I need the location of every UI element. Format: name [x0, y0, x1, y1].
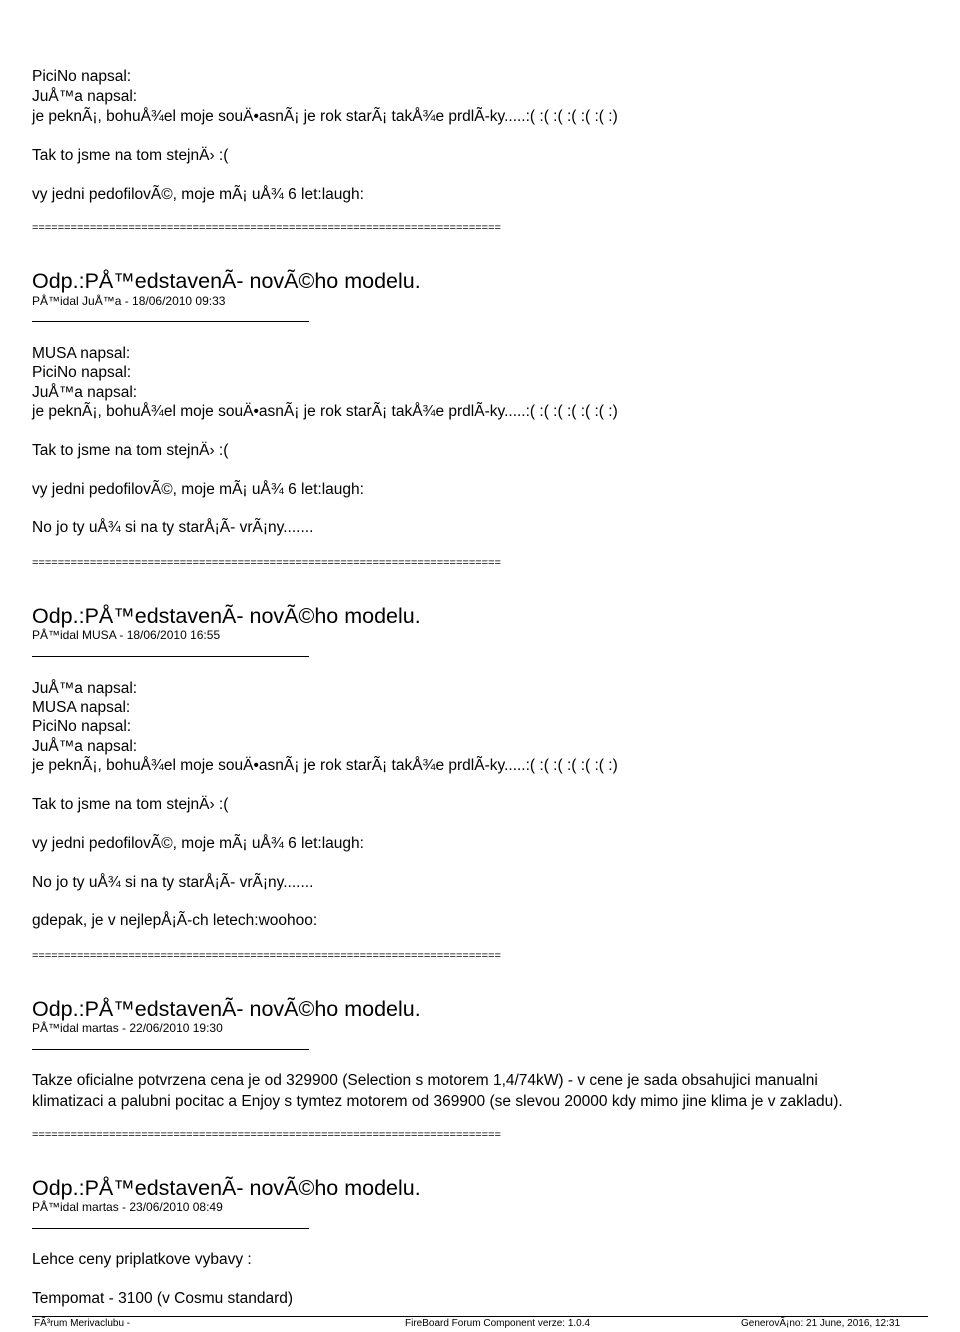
post-text: Tak to jsme na tom stejnÄ› :( [32, 147, 229, 164]
separator: ========================================================================= [32, 950, 501, 962]
quote-author: PiciNo napsal: [32, 68, 132, 85]
post-text: vy jedni pedofilovÃ©, moje mÃ¡ uÅ¾ 6 let:laugh: [32, 186, 364, 203]
post-text: Tempomat - 3100 (v Cosmu standard) [32, 1290, 294, 1307]
quote-author: MUSA napsal: [32, 345, 131, 362]
post-title: Odp.:PÅ™edstavenÃ- novÃ©ho modelu. [32, 269, 421, 293]
divider [32, 1049, 309, 1050]
post-text: vy jedni pedofilovÃ©, moje mÃ¡ uÅ¾ 6 let:laugh: [32, 481, 364, 498]
post-title: Odp.:PÅ™edstavenÃ- novÃ©ho modelu. [32, 604, 421, 628]
post-meta: PÅ™idal MUSA - 18/06/2010 16:55 [32, 628, 221, 642]
post-meta: PÅ™idal JuÅ™a - 18/06/2010 09:33 [32, 294, 226, 308]
post-text: klimatizaci a palubni pocitac a Enjoy s tymtez motorem od 369900 (se slevou 20000 kdy mimo jine klima je v zakladu). [32, 1093, 843, 1110]
divider [32, 1228, 309, 1229]
post-text: Tak to jsme na tom stejnÄ› :( [32, 442, 229, 459]
footer-site: FÃ³rum Merivaclubu - [34, 1318, 131, 1329]
post-text: gdepak, je v nejlepÅ¡Ã-ch letech:woohoo: [32, 912, 318, 929]
footer-component: FireBoard Forum Component verze: 1.0.4 [405, 1318, 591, 1329]
separator: ========================================================================= [32, 557, 501, 569]
post-text: Tak to jsme na tom stejnÄ› :( [32, 796, 229, 813]
post-text: Lehce ceny priplatkove vybavy : [32, 1251, 252, 1268]
quote-author: JuÅ™a napsal: [32, 680, 138, 697]
separator: ========================================================================= [32, 1129, 501, 1141]
post-title: Odp.:PÅ™edstavenÃ- novÃ©ho modelu. [32, 1176, 421, 1200]
post-text: No jo ty uÅ¾ si na ty starÅ¡Ã- vrÃ¡ny....... [32, 874, 314, 891]
post-text: No jo ty uÅ¾ si na ty starÅ¡Ã- vrÃ¡ny....... [32, 519, 314, 536]
footer-generated: GenerovÃ¡no: 21 June, 2016, 12:31 [741, 1318, 901, 1329]
divider [32, 656, 309, 657]
quote-author: PiciNo napsal: [32, 364, 132, 381]
quote-author: MUSA napsal: [32, 699, 131, 716]
post-text: je peknÃ¡, bohuÅ¾el moje souÄ•asnÃ¡ je rok starÃ¡ takÅ¾e prdlÃ-ky.....:( :( :( :( :( :( :) [32, 757, 618, 774]
quote-author: JuÅ™a napsal: [32, 384, 138, 401]
quote-author: PiciNo napsal: [32, 718, 132, 735]
post-text: je peknÃ¡, bohuÅ¾el moje souÄ•asnÃ¡ je rok starÃ¡ takÅ¾e prdlÃ-ky.....:( :( :( :( :( :( :) [32, 403, 618, 420]
footer-rule [32, 1316, 928, 1317]
post-text: Takze oficialne potvrzena cena je od 329900 (Selection s motorem 1,4/74kW) - v cene je sada obsahujici manualni [32, 1072, 818, 1089]
post-text: je peknÃ¡, bohuÅ¾el moje souÄ•asnÃ¡ je rok starÃ¡ takÅ¾e prdlÃ-ky.....:( :( :( :( :( :( :) [32, 108, 618, 125]
divider [32, 321, 309, 322]
quote-author: JuÅ™a napsal: [32, 738, 138, 755]
separator: ========================================================================= [32, 222, 501, 234]
post-meta: PÅ™idal martas - 23/06/2010 08:49 [32, 1200, 223, 1214]
post-meta: PÅ™idal martas - 22/06/2010 19:30 [32, 1021, 223, 1035]
quote-author: JuÅ™a napsal: [32, 88, 138, 105]
post-title: Odp.:PÅ™edstavenÃ- novÃ©ho modelu. [32, 997, 421, 1021]
post-text: vy jedni pedofilovÃ©, moje mÃ¡ uÅ¾ 6 let:laugh: [32, 835, 364, 852]
